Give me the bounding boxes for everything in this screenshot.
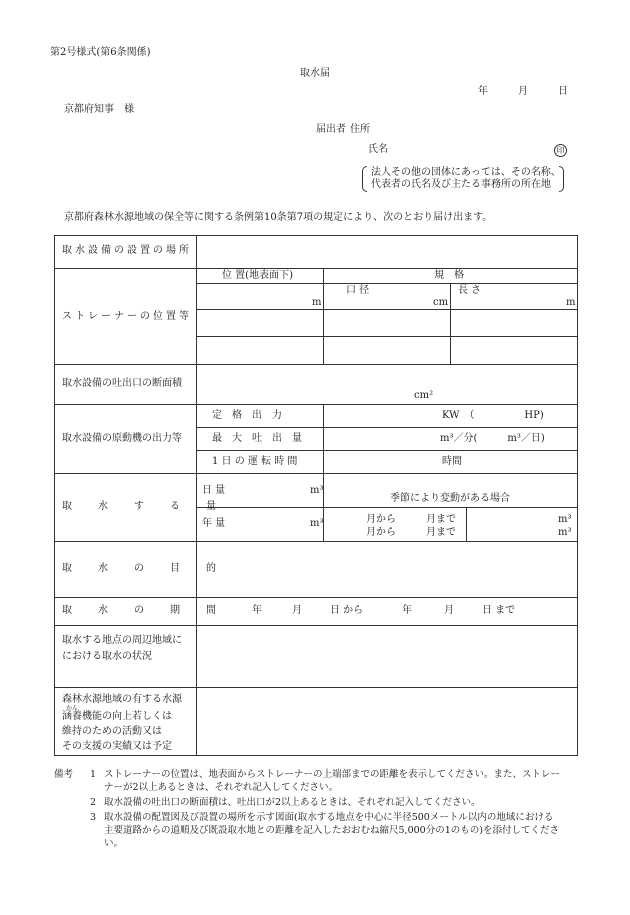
unit-m-length: m	[566, 297, 576, 308]
corp-note-line1: 法人その他の団体にあっては、その名称、	[371, 167, 561, 178]
period-start-month: 月	[292, 605, 302, 616]
addressee: 京都府知事 様	[64, 104, 134, 115]
strainer-label: ストレーナーの位置等	[62, 311, 192, 322]
period-end-year: 年	[402, 605, 412, 616]
corp-note-line2: 代表者の氏名及び主たる事務所の所在地	[371, 179, 551, 190]
surrounding-status-line2: における取水の状況	[62, 651, 152, 662]
notes-label: 備考	[54, 769, 74, 780]
period-end-day: 日 まで	[482, 605, 516, 616]
forest-activity-line1: 森林水源地域の有する水源	[62, 694, 182, 705]
unit-cm-diameter: cm	[433, 297, 449, 308]
forest-activity-line3: 維持のための活動又は	[62, 726, 162, 737]
ruby-kan: かん	[66, 705, 79, 712]
intake-period-label: 取 水 の 期 間	[62, 605, 224, 616]
date-year-label: 年	[478, 86, 488, 97]
surrounding-status-line1: 取水する地点の周辺地域に	[62, 635, 182, 646]
facility-location-label: 取水設備の設置の場所	[62, 245, 192, 256]
seal-mark: 印	[554, 144, 567, 157]
intake-amount-label: 取 水 す る 量	[62, 501, 224, 512]
diameter-label: 口 径	[346, 285, 370, 296]
forest-activity-line4: その支援の実績又は予定	[62, 741, 172, 752]
rated-output-label: 定 格 出 力	[212, 410, 282, 421]
season2-from: 月から	[366, 527, 396, 538]
unit-m3-season1: m³	[558, 514, 572, 525]
spec-header: 規 格	[434, 270, 464, 281]
outlet-area-label: 取水設備の吐出口の断面積	[62, 378, 182, 389]
unit-m3-season2: m³	[558, 527, 572, 538]
form-number: 第2号様式(第6条関係)	[50, 47, 151, 58]
note-1-line2: ナーが2以上あるときは、それぞれ記入してください。	[104, 782, 339, 793]
unit-m3-annual: m³	[310, 518, 324, 529]
position-header: 位 置(地表面下)	[222, 270, 293, 281]
date-month-label: 月	[518, 86, 528, 97]
intake-purpose-label: 取 水 の 目 的	[62, 563, 224, 574]
rated-output-unit: KW （ HP)	[442, 410, 544, 421]
address-label: 住所	[350, 124, 370, 135]
name-label: 氏名	[368, 144, 388, 155]
note-1-line1: ストレーナーの位置は、地表面からストレーナーの上端部までの距離を表示してください。また、ストレー	[104, 769, 561, 780]
season2-to: 月まで	[426, 527, 456, 538]
seasonal-note: 季節により変動がある場合	[390, 493, 510, 504]
period-start-day: 日 から	[330, 605, 364, 616]
forest-activity-line2: 涵養機能の向上若しくは	[62, 711, 172, 722]
motor-output-label: 取水設備の原動機の出力等	[62, 433, 182, 444]
note-3-line2: 主要道路からの道順及び既設取水地との距離を記入したおおむね縮尺5,000分の1のもの)を添付してくださ	[104, 825, 559, 836]
annual-amount-label: 年 量	[202, 518, 226, 529]
note-2-number: 2	[90, 797, 97, 808]
date-day-label: 日	[558, 86, 568, 97]
statement: 京都府森林水源地域の保全等に関する条例第10条第7項の規定により、次のとおり届け出ます。	[64, 212, 493, 223]
length-label: 長 さ	[458, 285, 482, 296]
note-3-line1: 取水設備の配置図及び設置の場所を示す図面(取水する地点を中心に半径500メートル以内の地域における	[104, 812, 554, 823]
daily-hours-label: 1 日 の 運 転 時 間	[212, 456, 298, 467]
page-title: 取水届	[300, 68, 330, 79]
unit-m3-daily: m³	[310, 485, 324, 496]
unit-m-position: m	[312, 297, 322, 308]
unit-cm2: cm²	[414, 390, 434, 401]
daily-amount-label: 日 量	[202, 485, 226, 496]
hours-unit: 時間	[442, 456, 462, 467]
season1-to: 月まで	[426, 514, 456, 525]
applicant-label: 届出者	[316, 124, 346, 135]
max-discharge-label: 最 大 吐 出 量	[212, 433, 302, 444]
intake-form-table	[54, 235, 578, 756]
note-1-number: 1	[90, 769, 97, 780]
note-3-number: 3	[90, 812, 97, 823]
period-end-month: 月	[444, 605, 454, 616]
corp-note-bracket	[362, 166, 564, 192]
max-discharge-unit: m³／分( m³／日)	[440, 433, 545, 444]
season1-from: 月から	[366, 514, 396, 525]
note-2-line1: 取水設備の吐出口の断面積は、吐出口が2以上あるときは、それぞれ記入してください。	[104, 797, 481, 808]
note-3-line3: い。	[104, 838, 124, 849]
period-start-year: 年	[252, 605, 262, 616]
